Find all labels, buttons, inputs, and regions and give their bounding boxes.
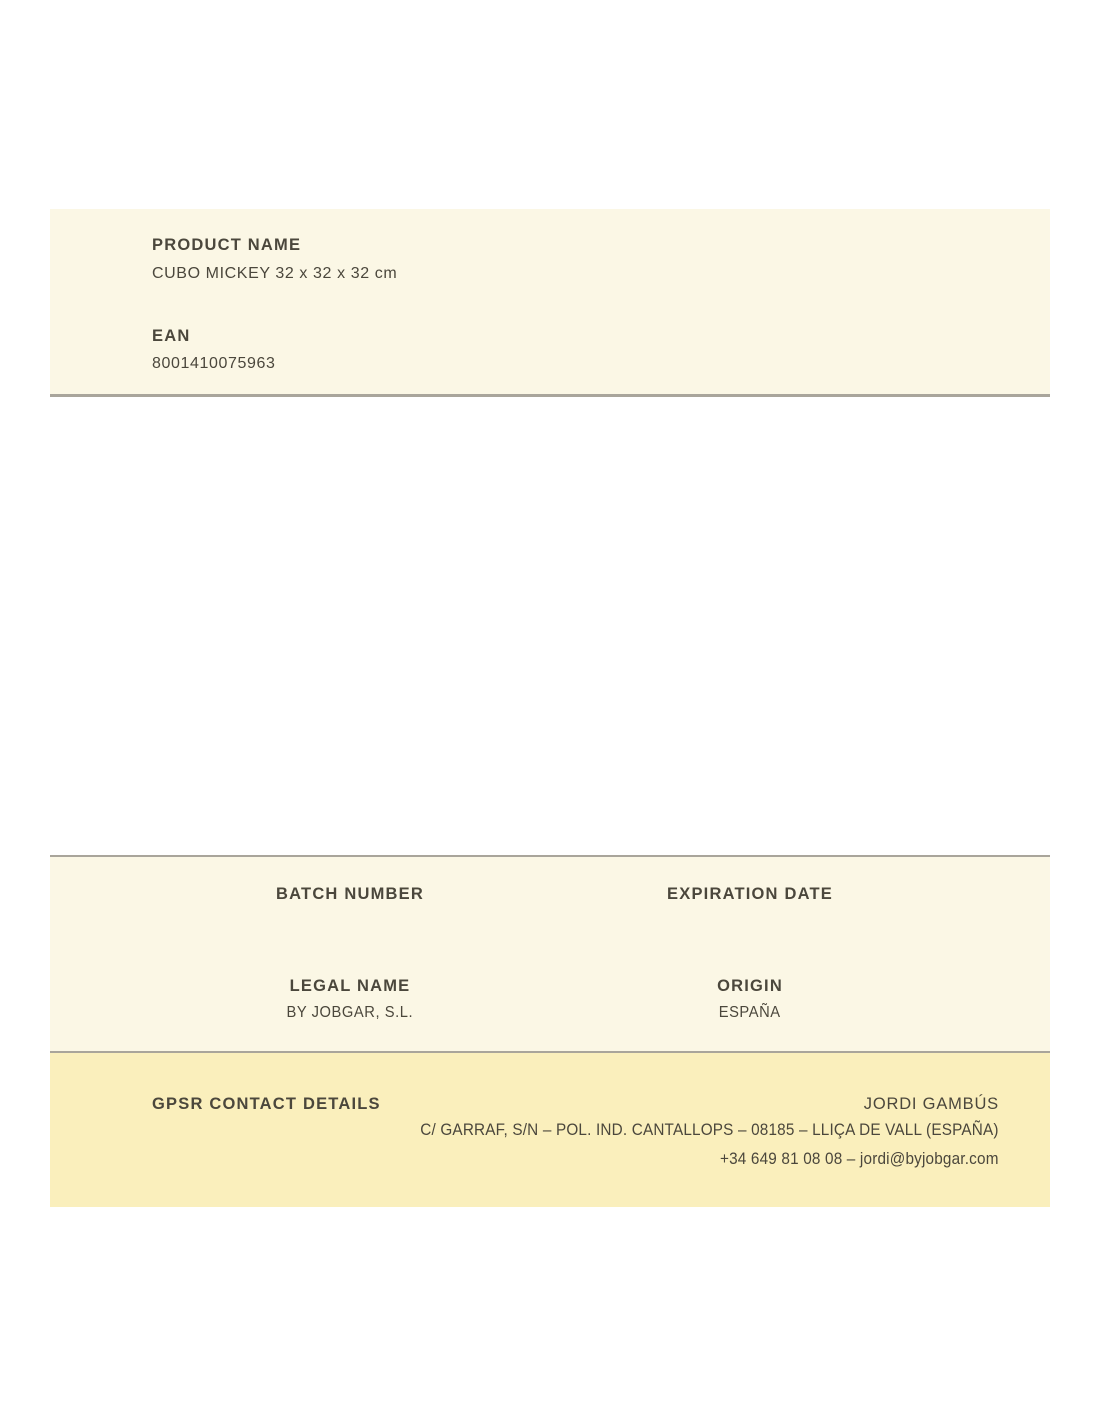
legal-name-value-text: BY JOBGAR, S.L. (286, 1004, 414, 1021)
legal-name-label: LEGAL NAME (289, 977, 411, 995)
product-panel (50, 209, 1050, 397)
legal-name-value (150, 1003, 550, 1023)
gpsr-contact-address (356, 1119, 999, 1141)
origin-value (550, 1003, 950, 1023)
ean-value: 8001410075963 (152, 355, 276, 372)
gpsr-contact-details-label: GPSR CONTACT DETAILS (152, 1095, 381, 1113)
gpsr-contact-panel (50, 1053, 1050, 1207)
batch-number-label: BATCH NUMBER (276, 885, 424, 903)
traceability-panel (50, 855, 1050, 1053)
gpsr-contact-phone-email (689, 1148, 999, 1170)
expiration-date-label: EXPIRATION DATE (667, 885, 833, 903)
product-name-label: PRODUCT NAME (152, 236, 302, 254)
product-name-value: CUBO MICKEY 32 x 32 x 32 cm (152, 265, 398, 282)
ean-label: EAN (152, 327, 191, 345)
gpsr-contact-name: JORDI GAMBÚS (863, 1095, 999, 1113)
gpsr-contact-phone-email-text: +34 649 81 08 08 – jordi@byjobgar.com (720, 1149, 999, 1168)
gpsr-contact-address-text: C/ GARRAF, S/N – POL. IND. CANTALLOPS – 08185 – LLIÇA DE VALL (ESPAÑA) (420, 1120, 999, 1139)
origin-value-text: ESPAÑA (719, 1004, 781, 1021)
origin-label: ORIGIN (717, 977, 783, 995)
